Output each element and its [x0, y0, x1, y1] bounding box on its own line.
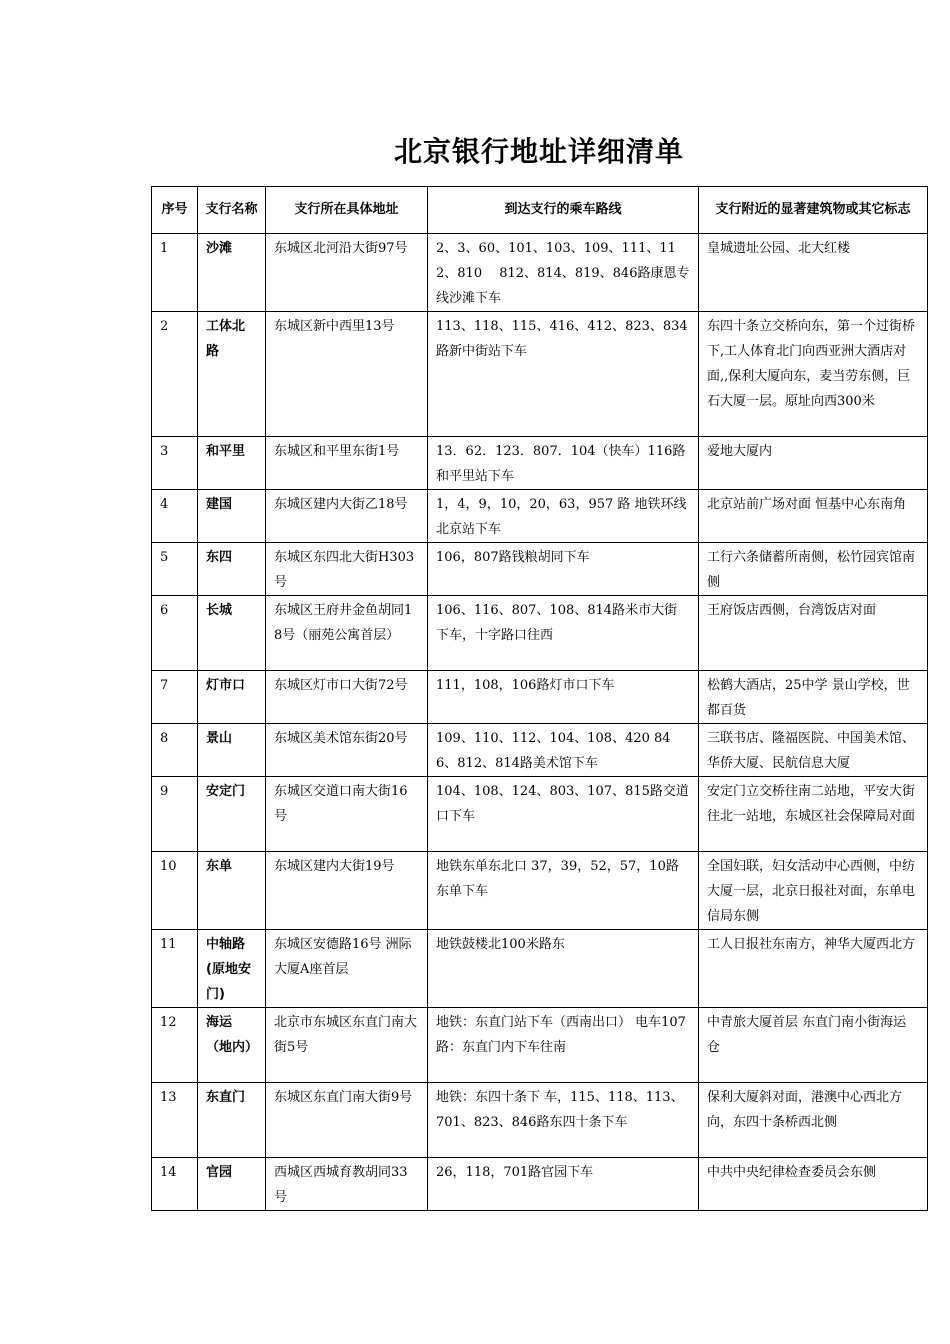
cell-seq: 5	[152, 543, 198, 596]
cell-landmark: 中青旅大厦首层 东直门南小街海运仓	[699, 1008, 928, 1083]
table-row	[152, 234, 928, 312]
cell-seq: 3	[152, 437, 198, 490]
cell-landmark: 皇城遗址公园、北大红楼	[699, 234, 928, 312]
page-title: 北京银行地址详细清单	[393, 135, 684, 168]
table-header-row	[152, 187, 928, 234]
cell-address: 东城区灯市口大街72号	[266, 671, 428, 724]
cell-landmark: 工人日报社东南方，神华大厦西北方	[699, 930, 928, 1008]
cell-landmark: 中共中央纪律检查委员会东侧	[699, 1158, 928, 1211]
cell-name: 景山	[198, 724, 266, 777]
table-row	[152, 724, 928, 777]
cell-seq: 9	[152, 777, 198, 852]
cell-seq: 7	[152, 671, 198, 724]
cell-seq: 13	[152, 1083, 198, 1158]
cell-address: 东城区建内大街乙18号	[266, 490, 428, 543]
cell-route: 113、118、115、416、412、823、834路新中街站下车	[428, 312, 699, 437]
cell-landmark: 东四十条立交桥向东，第一个过街桥下,工人体育北门向西亚洲大酒店对面,,保利大厦向东，麦当劳东侧，巨石大厦一层。原址向西300米	[699, 312, 928, 437]
cell-route: 地铁：东直门站下车（西南出口） 电车107路：东直门内下车往南	[428, 1008, 699, 1083]
cell-address: 东城区新中西里13号	[266, 312, 428, 437]
table-row	[152, 1158, 928, 1211]
cell-address: 东城区建内大街19号	[266, 852, 428, 930]
cell-address: 东城区和平里东街1号	[266, 437, 428, 490]
cell-address: 东城区安德路16号 洲际大厦A座首层	[266, 930, 428, 1008]
cell-name: 长城	[198, 596, 266, 671]
table-row	[152, 930, 928, 1008]
table-row	[152, 1008, 928, 1083]
header-seq: 序号	[152, 187, 198, 234]
cell-address: 西城区西城育教胡同33号	[266, 1158, 428, 1211]
table-row	[152, 671, 928, 724]
header-address: 支行所在具体地址	[266, 187, 428, 234]
cell-seq: 12	[152, 1008, 198, 1083]
cell-seq: 10	[152, 852, 198, 930]
cell-seq: 4	[152, 490, 198, 543]
cell-seq: 2	[152, 312, 198, 437]
table-row	[152, 490, 928, 543]
cell-route: 地铁鼓楼北100米路东	[428, 930, 699, 1008]
cell-name: 沙滩	[198, 234, 266, 312]
table-row	[152, 777, 928, 852]
cell-name: 灯市口	[198, 671, 266, 724]
cell-landmark: 三联书店、隆福医院、中国美术馆、华侨大厦、民航信息大厦	[699, 724, 928, 777]
table-row	[152, 852, 928, 930]
table-row	[152, 1083, 928, 1158]
cell-name: 海运（地内）	[198, 1008, 266, 1083]
table-row	[152, 312, 928, 437]
table-row	[152, 543, 928, 596]
cell-name: 工体北路	[198, 312, 266, 437]
cell-address: 东城区东四北大街H303号	[266, 543, 428, 596]
cell-route: 26，118，701路官园下车	[428, 1158, 699, 1211]
cell-address: 东城区东直门南大街9号	[266, 1083, 428, 1158]
cell-route: 1，4，9，10，20，63，957 路 地铁环线北京站下车	[428, 490, 699, 543]
cell-address: 东城区北河沿大街97号	[266, 234, 428, 312]
cell-route: 111，108，106路灯市口下车	[428, 671, 699, 724]
cell-name: 东直门	[198, 1083, 266, 1158]
cell-route: 109、110、112、104、108、420 846、812、814路美术馆下车	[428, 724, 699, 777]
cell-name: 东四	[198, 543, 266, 596]
cell-seq: 11	[152, 930, 198, 1008]
cell-route: 地铁东单东北口 37，39，52，57，10路东单下车	[428, 852, 699, 930]
cell-landmark: 王府饭店西侧，台湾饭店对面	[699, 596, 928, 671]
cell-seq: 8	[152, 724, 198, 777]
table-row	[152, 437, 928, 490]
header-route: 到达支行的乘车路线	[428, 187, 699, 234]
cell-address: 北京市东城区东直门南大街5号	[266, 1008, 428, 1083]
cell-route: 地铁：东四十条下 车，115、118、113、701、823、846路东四十条下车	[428, 1083, 699, 1158]
cell-landmark: 松鹤大酒店，25中学 景山学校，世都百货	[699, 671, 928, 724]
cell-landmark: 全国妇联，妇女活动中心西侧，中纺大厦一层，北京日报社对面，东单电信局东侧	[699, 852, 928, 930]
cell-address: 东城区交道口南大街16号	[266, 777, 428, 852]
cell-name: 中轴路(原地安门)	[198, 930, 266, 1008]
cell-route: 106，807路钱粮胡同下车	[428, 543, 699, 596]
cell-name: 建国	[198, 490, 266, 543]
cell-address: 东城区王府井金鱼胡同18号（丽苑公寓首层）	[266, 596, 428, 671]
cell-seq: 14	[152, 1158, 198, 1211]
cell-name: 和平里	[198, 437, 266, 490]
cell-seq: 6	[152, 596, 198, 671]
header-name: 支行名称	[198, 187, 266, 234]
table-row	[152, 596, 928, 671]
cell-seq: 1	[152, 234, 198, 312]
cell-route: 106、116、807、108、814路米市大街下车，十字路口往西	[428, 596, 699, 671]
cell-landmark: 保利大厦斜对面，港澳中心西北方向，东四十条桥西北侧	[699, 1083, 928, 1158]
cell-address: 东城区美术馆东街20号	[266, 724, 428, 777]
cell-route: 2、3、60、101、103、109、111、112、810 812、814、819、846路康恩专线沙滩下车	[428, 234, 699, 312]
cell-landmark: 工行六条储蓄所南侧，松竹园宾馆南侧	[699, 543, 928, 596]
cell-landmark: 北京站前广场对面 恒基中心东南角	[699, 490, 928, 543]
cell-landmark: 爱地大厦内	[699, 437, 928, 490]
bank-address-table	[151, 186, 928, 1211]
header-landmark: 支行附近的显著建筑物或其它标志	[699, 187, 928, 234]
cell-name: 东单	[198, 852, 266, 930]
cell-name: 安定门	[198, 777, 266, 852]
cell-route: 104、108、124、803、107、815路交道口下车	[428, 777, 699, 852]
cell-name: 官园	[198, 1158, 266, 1211]
cell-route: 13．62．123．807．104（快车）116路和平里站下车	[428, 437, 699, 490]
cell-landmark: 安定门立交桥往南二站地，平安大街往北一站地，东城区社会保障局对面	[699, 777, 928, 852]
